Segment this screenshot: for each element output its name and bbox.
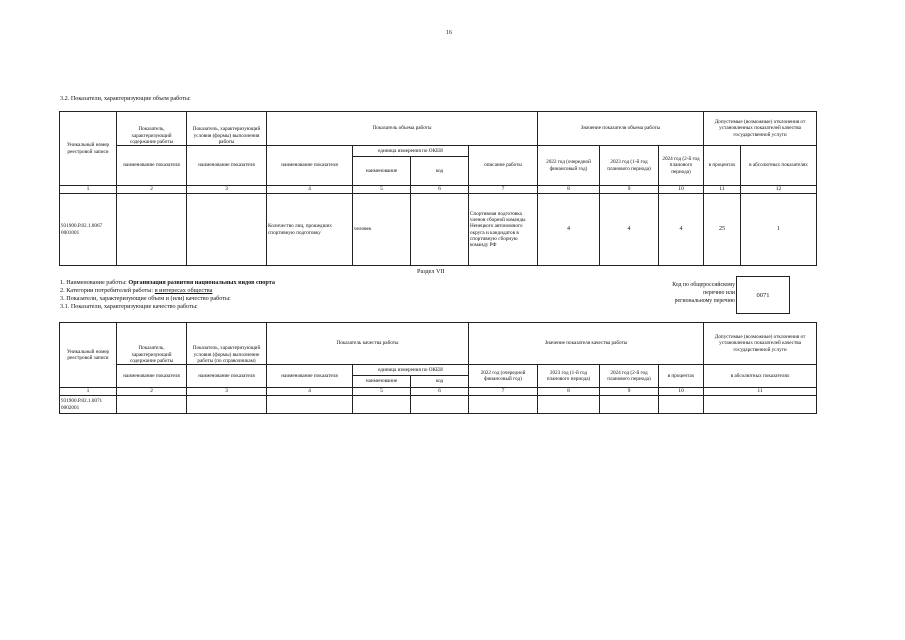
section-title: Раздел VII — [417, 268, 445, 275]
table-cell-empty — [187, 194, 267, 266]
column-number: 7 — [469, 388, 538, 396]
registry-code-label — [672, 281, 735, 306]
heading-volume-indicators: 3.2. Показатели, характеризующие объем работы: — [60, 95, 191, 102]
value-2024: 4 — [659, 194, 704, 266]
value-2022: 4 — [538, 194, 600, 266]
sub-okei-unit: единица измерения по ОКЕИ — [353, 365, 469, 376]
sub-okei-name: наименование — [353, 157, 411, 186]
table-cell-empty — [469, 396, 538, 414]
indicators-heading: 3. Показатели, характеризующие объем и (или) качество работы: — [60, 295, 231, 302]
column-number: 10 — [659, 186, 704, 194]
sub-year-2024: 2024 год (2-й год планового периода) — [600, 365, 659, 388]
col-quality-indicator: Показатель качества работы — [267, 323, 469, 365]
column-number: 9 — [600, 186, 659, 194]
col-volume-indicator: Показатель объема работы — [267, 112, 538, 146]
col-unique-number: Уникальный номер реестровой записи — [60, 112, 117, 186]
sub-year-2022: 2022 год (очередной финансовый год) — [538, 146, 600, 186]
col-volume-value: Значение показателя объема работы — [538, 112, 704, 146]
col-deviation: Допустимые (возможные) отклонения от установленных показателей качества государственной услуги — [704, 323, 817, 365]
code-label-line: региональному перечню — [674, 298, 735, 305]
col-content-indicator: Показатель, характеризующий содержание работы — [117, 112, 187, 146]
page-number: 16 — [446, 30, 452, 36]
work-name-line — [60, 279, 275, 286]
consumer-category-label: 2. Категории потребителей работы: — [60, 287, 155, 294]
column-number: 11 — [704, 186, 741, 194]
registry-code: 931900.Р.82.1.0067 0001001 — [60, 194, 117, 266]
sub-absolute: в абсолютных показателях — [741, 146, 817, 186]
registry-code: 931900.Р.82.1.0071 0002001 — [60, 396, 117, 414]
quality-indicators-heading: 3.1. Показатели, характеризующие качество работы: — [60, 303, 198, 310]
col-condition-indicator: Показатель, характеризующий условия (формы) выполнения работы — [187, 112, 267, 146]
sub-indicator-name: наименование показателя — [187, 365, 267, 388]
table-cell-empty — [187, 396, 267, 414]
table-cell-empty — [538, 396, 600, 414]
sub-indicator-name: наименование показателя — [267, 146, 353, 186]
table-cell-empty — [704, 396, 817, 414]
code-label-line: перечню или — [703, 290, 735, 297]
column-number: 3 — [187, 186, 267, 194]
indicator-name: Количество лиц, прошедших спортивную подготовку — [267, 194, 353, 266]
table-cell-empty — [411, 396, 469, 414]
col-quality-value: Значение показателя качества работы — [469, 323, 704, 365]
column-number: 6 — [411, 388, 469, 396]
sub-okei-code: код — [411, 157, 469, 186]
column-number: 10 — [659, 388, 704, 396]
sub-year-2024: 2024 год (2-й год планового периода) — [659, 146, 704, 186]
col-deviation: Допустимые (возможные) отклонения от установленных показателей качества государственной услуги — [704, 112, 817, 146]
value-2023: 4 — [600, 194, 659, 266]
col-condition-indicator: Показатель, характеризующий условия (формы) выполнение работы (по справочникам) — [187, 323, 267, 365]
sub-okei-code: код — [411, 376, 469, 388]
unit-name: человек — [353, 194, 411, 266]
table-cell-empty — [267, 396, 353, 414]
sub-year-2023: 2023 год (1-й год планового периода) — [600, 146, 659, 186]
deviation-absolute: 1 — [741, 194, 817, 266]
column-number: 4 — [267, 388, 353, 396]
column-number: 2 — [117, 388, 187, 396]
quality-indicators-table — [59, 322, 817, 414]
consumer-category-value: в интересах общества — [154, 287, 213, 294]
column-number: 3 — [187, 388, 267, 396]
column-number: 8 — [538, 388, 600, 396]
sub-year-2022: 2022 год (очередной финансовый год) — [469, 365, 538, 388]
column-number: 4 — [267, 186, 353, 194]
column-number: 7 — [469, 186, 538, 194]
sub-work-description: описание работы — [469, 146, 538, 186]
sub-okei-name: наименование — [353, 376, 411, 388]
column-number: 11 — [704, 388, 817, 396]
table-cell-empty — [117, 396, 187, 414]
table-cell-empty — [600, 396, 659, 414]
code-label-line: Код по общероссийскому — [672, 282, 735, 288]
column-number: 12 — [741, 186, 817, 194]
deviation-percent: 25 — [704, 194, 741, 266]
sub-okei-unit: единица измерения по ОКЕИ — [353, 146, 469, 157]
table-cell-empty — [353, 396, 411, 414]
registry-code-box: 0071 — [736, 276, 790, 314]
column-number: 1 — [60, 388, 117, 396]
sub-indicator-name: наименование показателя — [267, 365, 353, 388]
sub-percent: в процентах — [659, 365, 704, 388]
volume-indicators-table — [59, 111, 817, 266]
sub-absolute: в абсолютных показателях — [704, 365, 817, 388]
sub-percent: в процентах — [704, 146, 741, 186]
column-number: 6 — [411, 186, 469, 194]
sub-indicator-name: наименование показателя — [117, 146, 187, 186]
column-number: 5 — [353, 186, 411, 194]
sub-year-2023: 2023 год (1-й год планового периода) — [538, 365, 600, 388]
table-cell-empty — [117, 194, 187, 266]
sub-indicator-name: наименование показателя — [187, 146, 267, 186]
table-cell-empty — [411, 194, 469, 266]
work-name-value: Организация развития национальных видов спорта — [128, 279, 275, 286]
col-content-indicator: Показатель, характеризующий содержание работы — [117, 323, 187, 365]
table-cell-empty — [659, 396, 704, 414]
work-name-label: 1. Наименование работы: — [60, 279, 129, 286]
work-description: Спортивная подготовка членов сборной команды Ненецкого автономного округа и кандидатов в спортивную сборную команду РФ — [469, 194, 538, 266]
column-number: 9 — [600, 388, 659, 396]
sub-indicator-name: наименование показателя — [117, 365, 187, 388]
col-unique-number: Уникальный номер реестровой записи — [60, 323, 117, 388]
column-number: 2 — [117, 186, 187, 194]
column-number: 1 — [60, 186, 117, 194]
consumer-category-line — [60, 287, 212, 294]
column-number: 5 — [353, 388, 411, 396]
column-number: 8 — [538, 186, 600, 194]
